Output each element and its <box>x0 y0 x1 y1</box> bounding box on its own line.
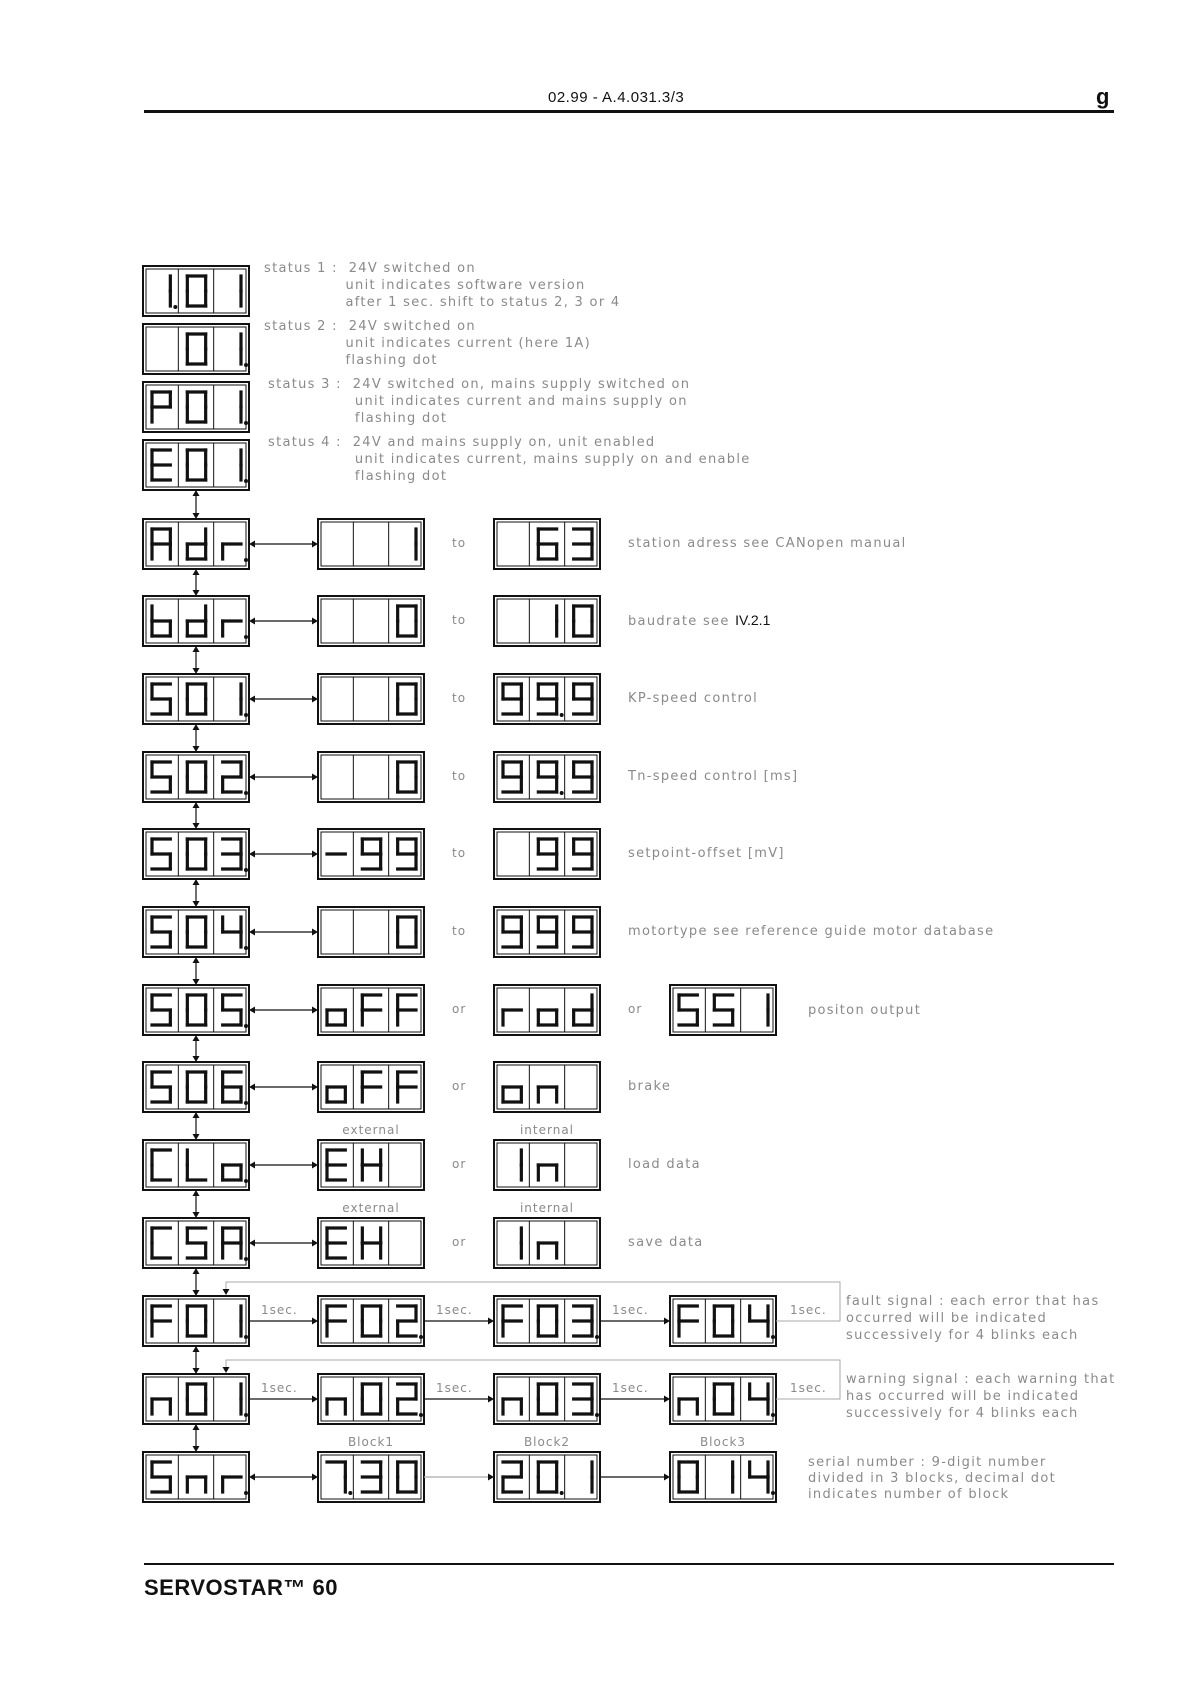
option-max-display <box>494 596 600 646</box>
option-caption: internal <box>519 1201 575 1215</box>
menu-step-arrow <box>193 879 200 907</box>
option-caption: external <box>342 1123 400 1137</box>
range-connector: to <box>452 691 467 705</box>
status-display-3 <box>143 382 249 432</box>
menu-step-arrow <box>193 646 200 674</box>
option-min-display <box>318 752 424 802</box>
status-3-text: unit indicates current and mains supply on <box>268 394 688 409</box>
menu-step-arrow <box>193 1190 200 1218</box>
option-max-display <box>494 1140 600 1190</box>
menu-option-arrow <box>249 774 318 781</box>
cycle-arrow <box>600 1396 670 1403</box>
serial-block-display-1 <box>318 1452 424 1502</box>
range-connector: to <box>452 613 467 627</box>
block-label: Block1 <box>347 1435 395 1449</box>
range-connector: or <box>452 1002 467 1016</box>
menu-step-arrow <box>193 1035 200 1062</box>
menu-step-arrow <box>193 724 200 752</box>
menu-description: baudrate see IV.2.1 <box>628 612 771 629</box>
status-1-text: status 1 : 24V switched on <box>264 261 476 276</box>
product-name: SERVOSTAR™ 60 <box>144 1575 338 1600</box>
menu-entry-arrow <box>193 490 200 519</box>
cycle-description: fault signal : each error that has <box>846 1294 1100 1309</box>
status-display-1 <box>143 266 249 316</box>
document-reference: 02.99 - A.4.031.3/3 <box>548 89 685 106</box>
option-caption: external <box>342 1201 400 1215</box>
menu-display-7 <box>143 985 249 1035</box>
menu-description: brake <box>628 1079 672 1094</box>
menu-description: load data <box>628 1157 701 1172</box>
menu-step-arrow <box>193 1268 200 1296</box>
menu-description: Tn-speed control [ms] <box>628 769 799 784</box>
warning-display-3 <box>494 1374 600 1424</box>
menu-step-arrow <box>193 957 200 985</box>
range-connector: to <box>452 536 467 550</box>
menu-display-5 <box>143 829 249 879</box>
option-max-display <box>494 1218 600 1268</box>
menu-option-arrow <box>249 1240 318 1247</box>
serial-description: serial number : 9-digit number <box>808 1455 1047 1470</box>
option-min-display <box>318 674 424 724</box>
menu-option-arrow <box>249 541 318 548</box>
menu-option-arrow <box>249 618 318 625</box>
range-connector: or <box>452 1157 467 1171</box>
menu-option-arrow <box>249 696 318 703</box>
menu-description: setpoint-offset [mV] <box>628 846 785 861</box>
option-max-display <box>494 1062 600 1112</box>
range-connector: to <box>452 769 467 783</box>
menu-display-4 <box>143 752 249 802</box>
serial-arrow <box>249 1474 318 1481</box>
serial-block-display-3 <box>670 1452 776 1502</box>
menu-description: motortype see reference guide motor database <box>628 924 995 939</box>
serial-block-display-2 <box>494 1452 600 1502</box>
option-min-display <box>318 1218 424 1268</box>
footer-rule <box>144 1563 1114 1565</box>
warning-display-1 <box>143 1374 249 1424</box>
status-display-4 <box>143 440 249 490</box>
menu-display-10 <box>143 1218 249 1268</box>
serial-display <box>143 1452 249 1502</box>
menu-display-3 <box>143 674 249 724</box>
menu-option-arrow <box>249 851 318 858</box>
warning-display-2 <box>318 1374 424 1424</box>
status-display-2 <box>143 324 249 374</box>
option-min-display <box>318 596 424 646</box>
interval-label: 1sec. <box>790 1303 827 1317</box>
menu-description: save data <box>628 1235 704 1250</box>
block-label: Block3 <box>699 1435 747 1449</box>
menu-step-arrow <box>193 1346 200 1374</box>
option-min-display <box>318 829 424 879</box>
menu-description: positon output <box>808 1003 922 1018</box>
status-3-text: flashing dot <box>268 411 448 426</box>
fault-display-2 <box>318 1296 424 1346</box>
menu-display-1 <box>143 519 249 569</box>
option-third-display <box>670 985 776 1035</box>
status-1-text: unit indicates software version <box>264 278 586 293</box>
status-4-text: unit indicates current, mains supply on and enable <box>268 452 751 467</box>
option-min-display <box>318 1140 424 1190</box>
interval-label: 1sec. <box>612 1381 649 1395</box>
fault-display-1 <box>143 1296 249 1346</box>
status-3-text: status 3 : 24V switched on, mains supply switched on <box>268 377 691 392</box>
status-1-text: after 1 sec. shift to status 2, 3 or 4 <box>264 295 621 310</box>
menu-display-2 <box>143 596 249 646</box>
interval-label: 1sec. <box>790 1381 827 1395</box>
interval-label: 1sec. <box>261 1381 298 1395</box>
cycle-description: occurred will be indicated <box>846 1311 1048 1326</box>
option-max-display <box>494 674 600 724</box>
option-min-display <box>318 1062 424 1112</box>
menu-option-arrow <box>249 1084 318 1091</box>
serial-block-arrow <box>424 1474 494 1481</box>
range-connector: to <box>452 924 467 938</box>
block-label: Block2 <box>523 1435 571 1449</box>
section-reference: IV.2.1 <box>735 612 771 628</box>
menu-step-arrow <box>193 1112 200 1140</box>
status-2-text: unit indicates current (here 1A) <box>264 336 591 351</box>
status-2-text: flashing dot <box>264 353 438 368</box>
interval-label: 1sec. <box>612 1303 649 1317</box>
serial-block-arrow <box>600 1474 670 1481</box>
option-max-display <box>494 829 600 879</box>
serial-description: indicates number of block <box>808 1487 1010 1502</box>
cycle-arrow <box>424 1396 494 1403</box>
cycle-description: warning signal : each warning that <box>846 1372 1116 1387</box>
menu-display-8 <box>143 1062 249 1112</box>
menu-description: station adress see CANopen manual <box>628 536 907 551</box>
cycle-arrow <box>249 1318 318 1325</box>
interval-label: 1sec. <box>436 1303 473 1317</box>
option-max-display <box>494 907 600 957</box>
menu-step-arrow <box>193 1424 200 1452</box>
warning-display-4 <box>670 1374 776 1424</box>
cycle-arrow <box>249 1396 318 1403</box>
range-connector: or <box>628 1002 643 1016</box>
range-connector: or <box>452 1235 467 1249</box>
menu-option-arrow <box>249 1162 318 1169</box>
status-4-text: flashing dot <box>268 469 448 484</box>
cycle-description: successively for 4 blinks each <box>846 1406 1079 1421</box>
page-mark: g <box>1096 84 1110 109</box>
option-min-display <box>318 907 424 957</box>
fault-display-4 <box>670 1296 776 1346</box>
option-max-display <box>494 519 600 569</box>
cycle-arrow <box>424 1318 494 1325</box>
range-connector: or <box>452 1079 467 1093</box>
option-max-display <box>494 752 600 802</box>
status-4-text: status 4 : 24V and mains supply on, unit enabled <box>268 435 656 450</box>
status-2-text: status 2 : 24V switched on <box>264 319 476 334</box>
range-connector: to <box>452 846 467 860</box>
interval-label: 1sec. <box>261 1303 298 1317</box>
interval-label: 1sec. <box>436 1381 473 1395</box>
menu-display-9 <box>143 1140 249 1190</box>
cycle-arrow <box>600 1318 670 1325</box>
option-max-display <box>494 985 600 1035</box>
cycle-description: successively for 4 blinks each <box>846 1328 1079 1343</box>
option-min-display <box>318 985 424 1035</box>
menu-display-6 <box>143 907 249 957</box>
menu-step-arrow <box>193 569 200 596</box>
menu-option-arrow <box>249 1007 318 1014</box>
fault-display-3 <box>494 1296 600 1346</box>
option-caption: internal <box>519 1123 575 1137</box>
cycle-description: has occurred will be indicated <box>846 1389 1080 1404</box>
option-min-display <box>318 519 424 569</box>
serial-description: divided in 3 blocks, decimal dot <box>808 1471 1057 1486</box>
menu-description: KP-speed control <box>628 691 759 706</box>
menu-step-arrow <box>193 802 200 829</box>
menu-option-arrow <box>249 929 318 936</box>
